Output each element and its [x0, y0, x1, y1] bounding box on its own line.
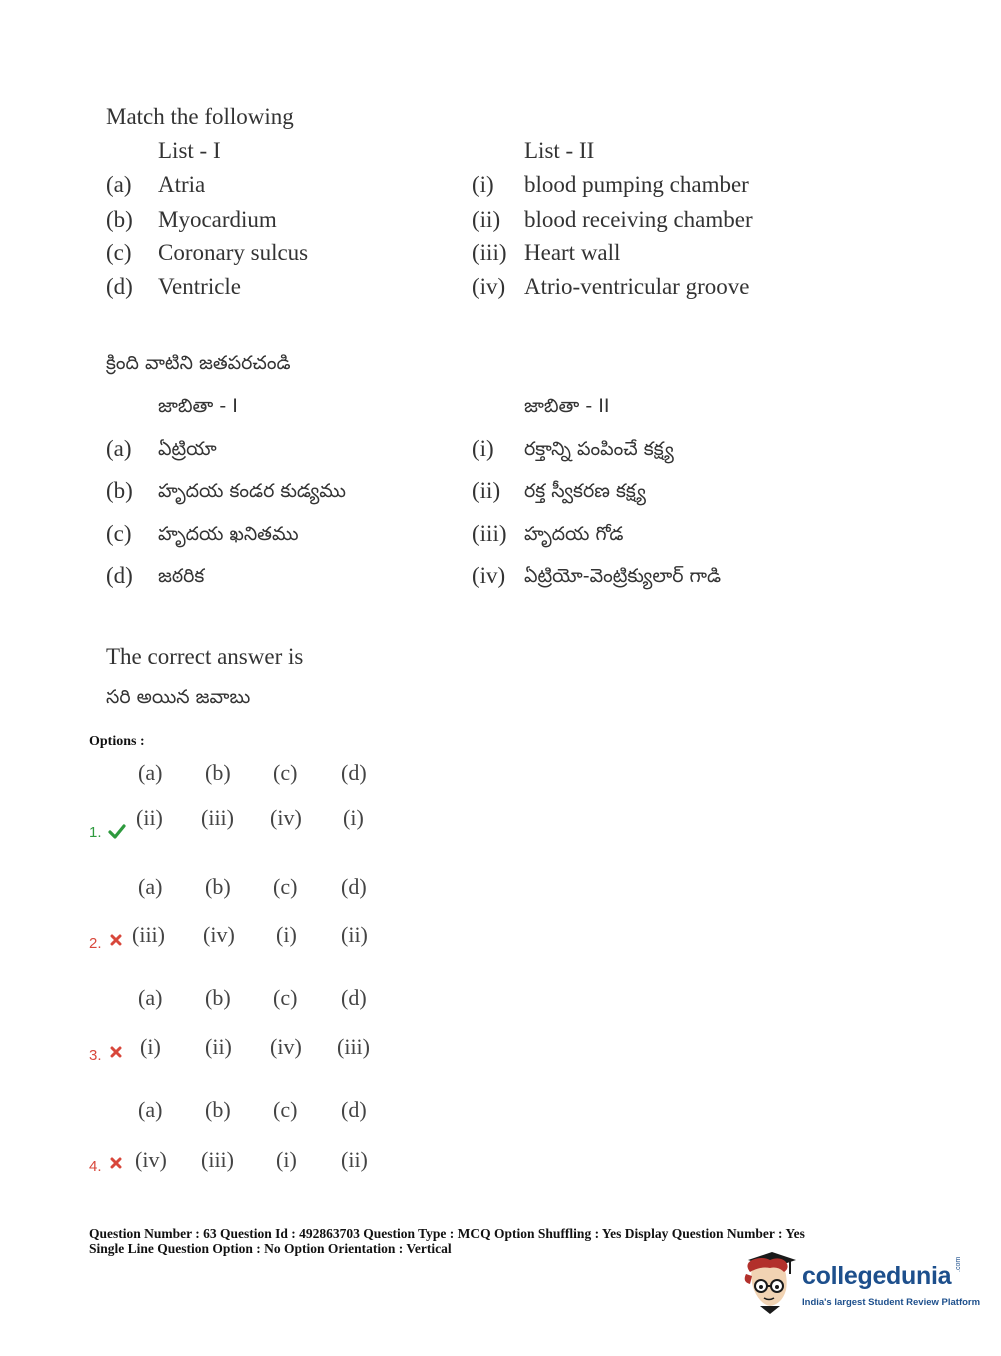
list1-item: Myocardium: [158, 207, 277, 232]
option-value-cell: (ii): [341, 922, 368, 947]
list2-header: List - II: [524, 138, 595, 163]
list1-label: (b): [106, 207, 133, 232]
option-header-cell: (b): [205, 760, 231, 785]
option-header-cell: (d): [341, 874, 367, 899]
option-value-cell: (iv): [203, 922, 235, 947]
list1-item: Ventricle: [158, 274, 242, 299]
list2-label: (ii): [472, 478, 501, 503]
list1-item-telugu: జఠరిక: [158, 565, 205, 587]
option-value-cell: (i): [140, 1034, 161, 1059]
answer-prompt: The correct answer is: [106, 644, 304, 669]
option-header-cell: (c): [273, 985, 298, 1010]
list2-item-telugu: హృదయ గోడ: [524, 523, 624, 545]
question-meta-line1: Question Number : 63 Question Id : 492863703 Question Type : MCQ Option Shuffling : Yes Display Question Number : Yes: [89, 1226, 805, 1241]
option-value-cell: (ii): [136, 805, 163, 830]
list2-label: (i): [472, 436, 494, 461]
option-value-cell: (iv): [270, 805, 302, 830]
list2-item: Heart wall: [524, 240, 621, 265]
option-header-cell: (a): [138, 760, 163, 785]
list2-label: (i): [472, 172, 494, 197]
option-value-cell: (i): [276, 922, 297, 947]
option-value-cell: (iv): [270, 1034, 302, 1059]
list1-header-telugu: జాబితా - I: [158, 395, 238, 417]
question-title-telugu: క్రింది వాటిని జతపరచండి: [106, 352, 291, 374]
option-header-cell: (c): [273, 874, 298, 899]
option-number[interactable]: 1.: [89, 824, 102, 841]
option-value-cell: (iii): [201, 805, 234, 830]
option-value-cell: (iii): [132, 922, 165, 947]
logo-suffix: .com: [955, 1256, 962, 1272]
option-number[interactable]: 3.: [89, 1047, 102, 1064]
question-meta-line2: Single Line Question Option : No Option Orientation : Vertical: [89, 1241, 452, 1256]
list2-item-telugu: ఏట్రియో-వెంట్రిక్యులార్ గాడి: [524, 565, 722, 587]
list2-item: Atrio-ventricular groove: [524, 274, 750, 299]
list2-label: (iv): [472, 563, 506, 588]
check-icon: [108, 823, 126, 844]
option-value-cell: (i): [276, 1147, 297, 1172]
logo-tagline: India's largest Student Review Platform: [802, 1297, 981, 1308]
list2-label: (iii): [472, 521, 507, 546]
list1-item-telugu: హృదయ ఖనితము: [158, 523, 299, 545]
option-value-cell: (iv): [135, 1147, 167, 1172]
option-number[interactable]: 2.: [89, 935, 102, 952]
list1-item: Coronary sulcus: [158, 240, 309, 265]
question-title: Match the following: [106, 104, 294, 129]
answer-prompt-telugu: సరి అయిన జవాబు: [106, 686, 251, 708]
list1-label: (c): [106, 521, 132, 546]
cross-icon: [110, 933, 122, 951]
list2-label: (ii): [472, 207, 501, 232]
list2-item: blood pumping chamber: [524, 172, 749, 197]
list1-label: (d): [106, 274, 133, 299]
option-header-cell: (b): [205, 985, 231, 1010]
logo-wordmark: collegedunia: [802, 1262, 952, 1290]
option-header-cell: (d): [341, 985, 367, 1010]
mascot-icon: [740, 1250, 798, 1319]
list2-label: (iv): [472, 274, 506, 299]
option-header-cell: (a): [138, 874, 163, 899]
option-header-cell: (b): [205, 1097, 231, 1122]
option-number[interactable]: 4.: [89, 1158, 102, 1175]
option-header-cell: (c): [273, 760, 298, 785]
option-header-cell: (b): [205, 874, 231, 899]
option-value-cell: (ii): [205, 1034, 232, 1059]
list1-label: (a): [106, 172, 132, 197]
list2-item-telugu: రక్త స్వీకరణ కక్ష్య: [524, 480, 646, 502]
option-header-cell: (d): [341, 1097, 367, 1122]
brand-logo[interactable]: [740, 1250, 981, 1320]
option-header-cell: (d): [341, 760, 367, 785]
options-label: Options :: [89, 734, 145, 749]
list1-label: (b): [106, 478, 133, 503]
option-header-cell: (a): [138, 1097, 163, 1122]
list2-item: blood receiving chamber: [524, 207, 753, 232]
list1-item-telugu: హృదయ కండర కుడ్యము: [158, 480, 346, 502]
list1-item-telugu: ఏట్రియా: [158, 438, 217, 460]
option-value-cell: (iii): [201, 1147, 234, 1172]
list1-label: (a): [106, 436, 132, 461]
option-header-cell: (c): [273, 1097, 298, 1122]
option-header-cell: (a): [138, 985, 163, 1010]
list1-label: (d): [106, 563, 133, 588]
list2-label: (iii): [472, 240, 507, 265]
list1-header: List - I: [158, 138, 221, 163]
option-value-cell: (iii): [337, 1034, 370, 1059]
cross-icon: [110, 1156, 122, 1174]
cross-icon: [110, 1045, 122, 1063]
list2-header-telugu: జాబితా - II: [524, 395, 610, 417]
list2-item-telugu: రక్తాన్ని పంపించే కక్ష్య: [524, 438, 674, 460]
option-value-cell: (i): [343, 805, 364, 830]
list1-label: (c): [106, 240, 132, 265]
option-value-cell: (ii): [341, 1147, 368, 1172]
list1-item: Atria: [158, 172, 206, 197]
